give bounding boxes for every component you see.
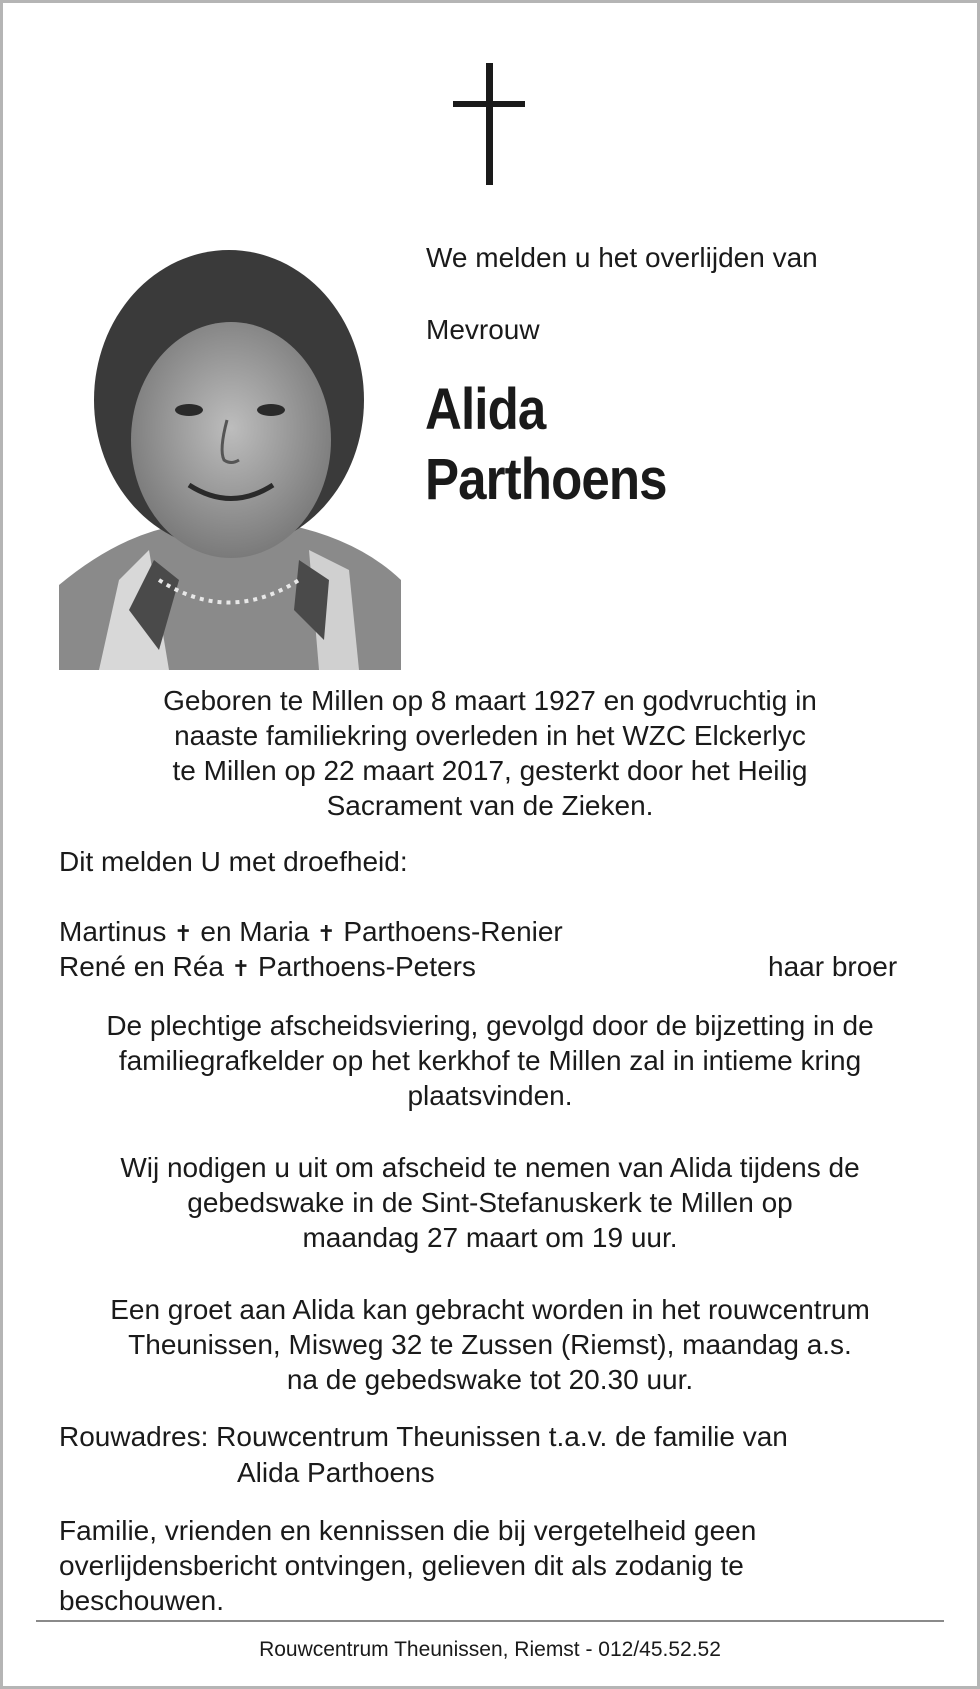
sorrow-intro: Dit melden U met droefheid: [59, 846, 408, 877]
text-line: Familie, vrienden en kennissen die bij vergetelheid geen [59, 1515, 757, 1546]
birth-paragraph [40, 683, 940, 823]
text-line: Een groet aan Alida kan gebracht worden in het rouwcentrum [110, 1294, 870, 1325]
text-line: beschouwen. [59, 1585, 225, 1616]
text-line: Wij nodigen u uit om afscheid te nemen van Alida tijdens de [120, 1152, 860, 1183]
footer-contact: Rouwcentrum Theunissen, Riemst - 012/45.52.52 [259, 1638, 721, 1661]
family-name: Parthoens-Peters [258, 951, 476, 982]
text-line: Theunissen, Misweg 32 te Zussen (Riemst), maandag a.s. [128, 1329, 852, 1360]
deceased-first-name: Alida [425, 377, 546, 442]
intro-text: We melden u het overlijden van [426, 242, 818, 273]
ceremony-paragraph [40, 1008, 940, 1113]
divider [36, 1620, 944, 1622]
closing-paragraph [59, 1513, 756, 1618]
deceased-last-name: Parthoens [425, 447, 667, 512]
text-line: De plechtige afscheidsviering, gevolgd door de bijzetting in de [106, 1010, 874, 1041]
address-line: Alida Parthoens [237, 1457, 435, 1488]
vigil-paragraph [40, 1150, 940, 1255]
text-line: familiegrafkelder op het kerkhof te Millen zal in intieme kring [118, 1045, 862, 1076]
family-name: René en Réa [59, 951, 225, 982]
family-name: en Maria [200, 916, 310, 947]
family-name: Parthoens-Renier [343, 916, 563, 947]
address-line: Rouwadres: Rouwcentrum Theunissen t.a.v. de familie van [59, 1421, 788, 1452]
text-line: gebedswake in de Sint-Stefanuskerk te Millen op [187, 1187, 793, 1218]
portrait-photo [59, 250, 401, 670]
text-line: maandag 27 maart om 19 uur. [302, 1222, 678, 1253]
text-line: plaatsvinden. [407, 1080, 573, 1111]
family-relation: haar broer [768, 951, 898, 982]
greeting-paragraph [40, 1292, 940, 1397]
cross-icon: ✝ [174, 921, 193, 946]
text-line: te Millen op 22 maart 2017, gesterkt door het Heilig [172, 755, 808, 786]
text-line: Geboren te Millen op 8 maart 1927 en godvruchtig in [163, 685, 817, 716]
family-name: Martinus [59, 916, 167, 947]
text-line: Sacrament van de Zieken. [326, 790, 654, 821]
cross-icon: ✝ [231, 956, 251, 981]
cross-icon [453, 63, 525, 185]
text-line: na de gebedswake tot 20.30 uur. [286, 1364, 694, 1395]
honorific: Mevrouw [426, 314, 540, 345]
family-line [59, 949, 476, 986]
cross-icon: ✝ [317, 921, 336, 946]
family-line [59, 914, 563, 951]
text-line: naaste familiekring overleden in het WZC Elckerlyc [174, 720, 806, 751]
text-line: overlijdensbericht ontvingen, gelieven dit als zodanig te [59, 1550, 744, 1581]
